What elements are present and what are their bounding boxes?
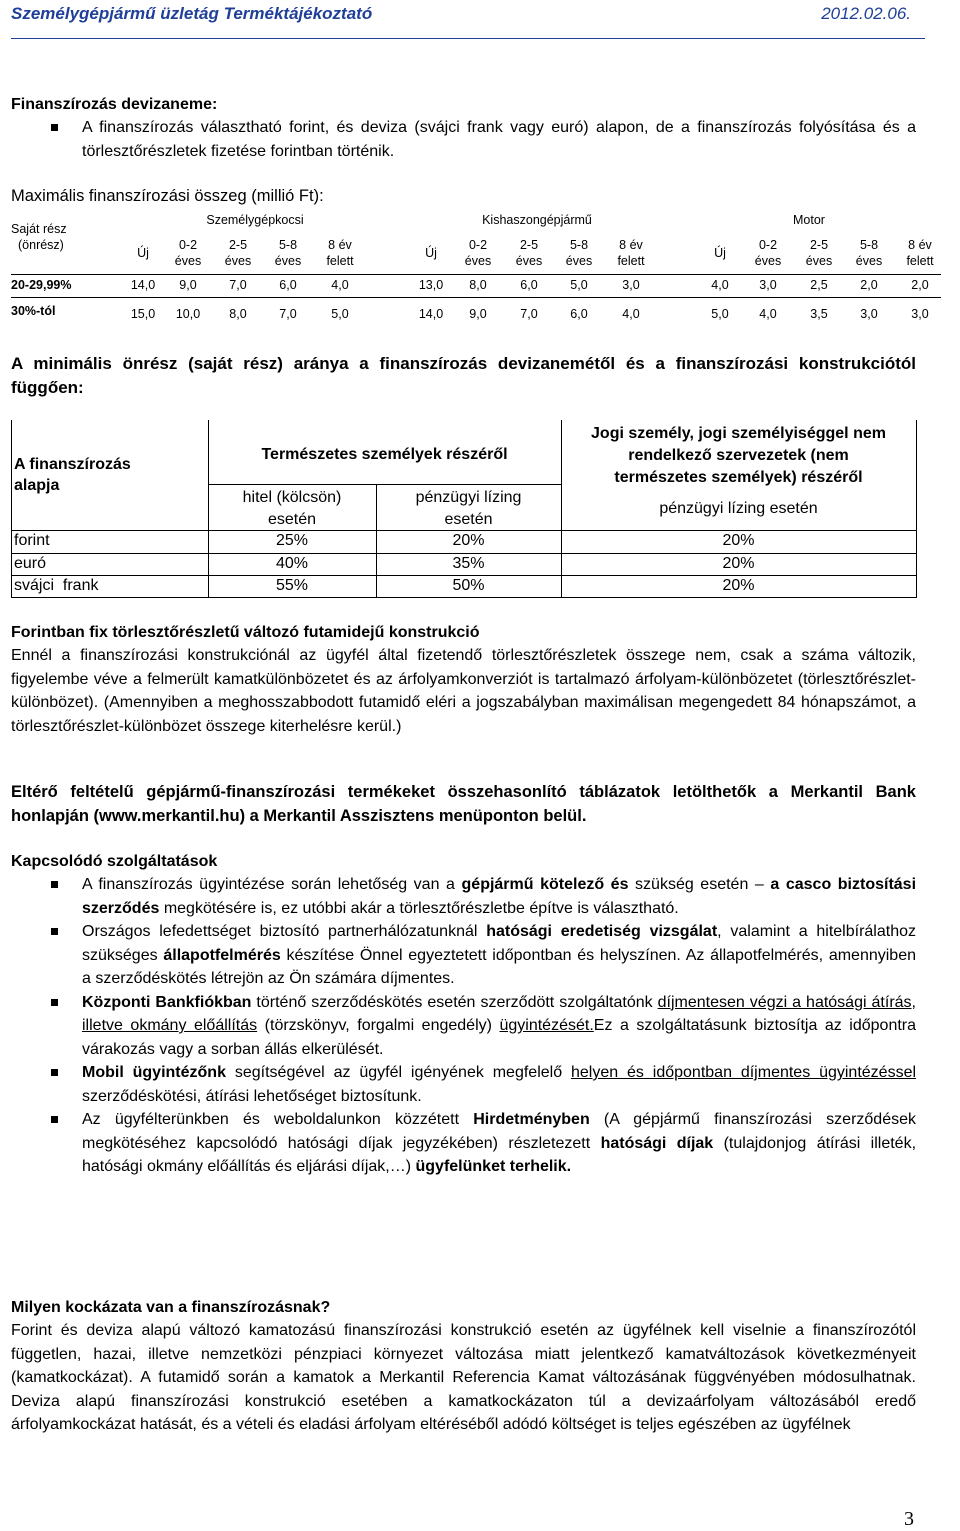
row-label-chf: svájci frank [14, 577, 99, 594]
header-rule [11, 38, 925, 39]
legal-persons-label-2: rendelkező szervezetek (nem [628, 447, 849, 464]
service-bold: hatósági eredetiség vizsgálat [486, 923, 718, 940]
table-cell: 2,0 [860, 278, 878, 292]
bullet-square-icon [51, 928, 58, 935]
column-header-top: Új [425, 246, 437, 260]
services-list [30, 873, 916, 1179]
list-item [30, 116, 916, 163]
table-cell: 4,0 [711, 278, 729, 292]
euro-loan: 40% [275, 555, 309, 572]
table-cell: 4,0 [331, 278, 349, 292]
currency-bullet-text: A finanszírozás választható forint, és deviza (svájci frank vagy euró) alapon, de a finanszírozás folyósítása és a törlesztőrészletek fizetése forintban történik. [82, 119, 916, 160]
service-bold: állapotfelmérés [163, 946, 281, 964]
service-text: segítségével az ügyfél igényének megfelelő [225, 1064, 571, 1081]
basis-label-1: A finanszírozás [14, 456, 131, 473]
service-underlined: ügyintézését. [499, 1017, 594, 1034]
bullet-square-icon [51, 1116, 58, 1123]
legal-persons-label-1: Jogi személy, jogi személyiséggel nem [591, 425, 886, 442]
column-header-bottom: felett [326, 254, 354, 268]
service-text: Országos lefedettséget biztosító partnerhálózatunknál [82, 923, 487, 940]
risk-body: Forint és deviza alapú változó kamatozású finanszírozási konstrukció esetén az ügyfélnek kell viselnie a finanszírozótól független, hazai, illetve nemzetközi pénzpiaci környezet változása miatt jelentkező kamatváltozások következményeit (kamatkockázat). A futamidő során a kamatok a Merkantil Referencia Kamat változásának függvényében módosulhatnak. Deviza alapú finanszírozási konstrukció esetében a kamatkockázaton túl a devizaárfolyam változásából eredő árfolyamkockázat hatását, és a vételi és eladási árfolyam eltéréséből adódó költséget is teljes egészében az ügyfélnek [11, 1322, 916, 1433]
table-cell: 5,0 [570, 278, 588, 292]
loan-label-2: esetén [267, 511, 317, 528]
table-cell: 6,0 [570, 307, 588, 321]
basis-label-2: alapja [14, 477, 60, 494]
corner-label-2: (önrész) [18, 238, 64, 252]
fix-heading: Forintban fix törlesztőrészletű változó futamidejű konstrukció [11, 624, 480, 641]
service-bold: Központi Bankfiókban [82, 993, 252, 1011]
own-share-table [11, 420, 917, 598]
column-header-top: 5-8 [569, 238, 589, 252]
lease-label-1: pénzügyi lízing [415, 489, 522, 506]
service-text: megkötésére is, ez utóbbi akár a törlesztőrészletbe építve is választható. [159, 899, 679, 917]
list-item [30, 991, 916, 1062]
service-text: (A gépjármű finanszírozási szerződések megkötéséhez kapcsolódó hatósági díjak jegyzékében) részletezett [82, 1111, 917, 1152]
service-underlined: díjmentesen végzi a hatósági átírás, illetve okmány előállítás [82, 993, 916, 1034]
column-header-top: 5-8 [278, 238, 298, 252]
bullet-square-icon [51, 1069, 58, 1076]
service-text: szerződéskötési, átírási lehetőséget biztosítunk. [82, 1087, 422, 1105]
row-divider [208, 484, 561, 485]
corner-label-1: Saját rész [11, 222, 67, 236]
service-text: , valamint a hitelbírálathoz szükséges [82, 923, 917, 964]
own-share-heading: A minimális önrész (saját rész) aránya a finanszírozás devizanemétől és a finanszírozási konstrukciótól függően: [11, 354, 916, 397]
table-cell: 8,0 [469, 278, 487, 292]
column-header-bottom: éves [174, 254, 202, 268]
row-divider [11, 597, 916, 598]
row-label-forint: forint [14, 532, 50, 549]
services-heading: Kapcsolódó szolgáltatások [11, 853, 218, 870]
list-item [30, 1061, 916, 1108]
column-header-bottom: felett [617, 254, 645, 268]
bullet-square-icon [51, 124, 58, 131]
table-cell: 2,0 [911, 278, 929, 292]
table-cell: 3,0 [911, 307, 929, 321]
column-header-top: Új [137, 246, 149, 260]
service-underlined: helyen és időpontban díjmentes ügyintézéssel [570, 1064, 917, 1081]
table-cell: 13,0 [418, 278, 444, 292]
column-header-top: 0-2 [468, 238, 488, 252]
column-header-top: 0-2 [178, 238, 198, 252]
table-border [916, 420, 917, 598]
list-item [30, 920, 916, 991]
column-header-top: Új [714, 246, 726, 260]
group-label-van: Kishaszongépjármű [482, 213, 592, 227]
chf-loan: 55% [275, 577, 309, 594]
compare-text: Eltérő feltételű gépjármű-finanszírozási termékeket összehasonlító táblázatok letölthetők a Merkantil Bank honlapján (www.merkantil.hu) a Merkantil Asszisztens menüponton belül. [11, 783, 916, 825]
forint-legal: 20% [722, 532, 755, 549]
column-header-top: 8 év [328, 238, 352, 252]
header-title: Személygépjármű üzletág Terméktájékoztató [11, 4, 373, 23]
max-table-title: Maximális finanszírozási összeg (millió Ft): [11, 187, 324, 205]
column-header-top: 8 év [619, 238, 643, 252]
service-bold: gépjármű kötelező és [461, 876, 629, 893]
table-cell: 2,5 [810, 278, 828, 292]
column-header-bottom: éves [805, 254, 833, 268]
row-label-euro: euró [14, 555, 47, 572]
table-cell: 14,0 [418, 307, 444, 321]
service-bold: hatósági díjak [600, 1134, 714, 1152]
loan-label-1: hitel (kölcsön) [242, 489, 342, 506]
column-header-bottom: éves [754, 254, 782, 268]
service-bold: a casco biztosítási szerződés [82, 876, 917, 917]
row-label: 30%-tól [11, 304, 56, 318]
service-bold: Hirdetményben [473, 1111, 590, 1128]
risk-heading: Milyen kockázata van a finanszírozásnak? [11, 1299, 331, 1316]
column-header-bottom: éves [565, 254, 593, 268]
table-cell: 3,0 [860, 307, 878, 321]
legal-persons-label-3: természetes személyek) részéről [614, 469, 863, 486]
list-item [30, 873, 916, 920]
column-header-bottom: éves [274, 254, 302, 268]
table-cell: 8,0 [229, 307, 247, 321]
group-label-moto: Motor [793, 213, 825, 227]
table-cell: 6,0 [520, 278, 538, 292]
header-date: 2012.02.06. [821, 4, 911, 23]
forint-loan: 25% [275, 532, 309, 549]
table-cell: 10,0 [175, 307, 201, 321]
column-header-bottom: éves [515, 254, 543, 268]
chf-legal: 20% [722, 577, 755, 594]
row-divider [11, 274, 941, 275]
column-header-bottom: felett [906, 254, 934, 268]
service-text: A finanszírozás ügyintézése során lehetőség van a [82, 876, 462, 893]
column-header-top: 5-8 [859, 238, 879, 252]
table-cell: 4,0 [759, 307, 777, 321]
service-text: Ez a szolgáltatásunk biztosítja az időpontra várakozás vagy a sorban állás elkerülését. [82, 1017, 917, 1058]
table-cell: 9,0 [469, 307, 487, 321]
column-header-top: 2-5 [228, 238, 248, 252]
service-text: Az ügyfélterünkben és weboldalunkon közzétett [82, 1111, 474, 1128]
service-text: történő szerződéskötés esetén szerződött szolgáltatónk [251, 993, 658, 1011]
service-bold: Mobil ügyintézőnk [82, 1064, 226, 1081]
natural-persons-label: Természetes személyek részéről [261, 446, 508, 463]
chf-lease: 50% [452, 577, 485, 594]
table-cell: 5,0 [331, 307, 349, 321]
fix-body: Ennél a finanszírozási konstrukciónál az ügyfél által fizetendő törlesztőrészletek összege nem, csak a száma változik, figyelembe véve a felmerült kamatkülönbözetet és az árfolyamkonverziót is tartalmazó árfolyam-különbözetet (törlesztőrészlet-különbözet). (Amennyiben a meghosszabbodott futamidő eléri a jogszabályban maximálisan megengedett 84 hónapszámot, a törlesztőrészlet-különbözet összege kiterhelésre kerül.) [11, 647, 916, 735]
page-number: 3 [904, 1508, 914, 1530]
table-cell: 15,0 [130, 307, 156, 321]
table-cell: 7,0 [520, 307, 538, 321]
group-label-car: Személygépkocsi [206, 213, 304, 227]
forint-lease: 20% [452, 532, 485, 549]
table-cell: 3,5 [810, 307, 828, 321]
euro-legal: 20% [722, 555, 755, 572]
column-header-top: 0-2 [758, 238, 778, 252]
table-cell: 3,0 [622, 278, 640, 292]
table-border [11, 420, 12, 598]
euro-lease: 35% [452, 555, 485, 572]
column-header-bottom: éves [855, 254, 883, 268]
table-cell: 14,0 [130, 278, 156, 292]
column-header-top: 2-5 [519, 238, 539, 252]
table-cell: 9,0 [179, 278, 197, 292]
page-header [11, 4, 911, 34]
service-bold: ügyfelünket terhelik. [415, 1158, 572, 1175]
table-cell: 5,0 [711, 307, 729, 321]
column-header-top: 8 év [908, 238, 932, 252]
service-text: szükség esetén – [628, 876, 771, 893]
currency-list [30, 116, 916, 163]
table-cell: 3,0 [759, 278, 777, 292]
row-divider [11, 297, 941, 298]
row-label: 20-29,99% [11, 278, 72, 292]
column-header-bottom: éves [224, 254, 252, 268]
table-cell: 7,0 [229, 278, 247, 292]
lease-label-2: esetén [444, 511, 493, 528]
table-cell: 6,0 [279, 278, 297, 292]
bullet-square-icon [51, 881, 58, 888]
currency-heading: Finanszírozás devizaneme: [11, 96, 218, 113]
column-header-top: 2-5 [809, 238, 829, 252]
table-cell: 4,0 [622, 307, 640, 321]
bullet-square-icon [51, 999, 58, 1006]
legal-lease-label: pénzügyi lízing esetén [659, 500, 818, 517]
max-amount-table [11, 211, 941, 331]
column-header-bottom: éves [464, 254, 492, 268]
table-cell: 7,0 [279, 307, 297, 321]
list-item [30, 1108, 916, 1179]
service-text: (törzskönyv, forgalmi engedély) [257, 1017, 500, 1034]
service-text: (tulajdonjog átírási illeték, hatósági okmány előállítás és eljárási díjak,…) [82, 1134, 917, 1175]
service-text: készítése Önnel egyeztetett időpontban és helyszínen. Az állapotfelmérés, amennyiben a szerződéskötés létrejön az Ön számára díjmentes. [82, 946, 916, 987]
